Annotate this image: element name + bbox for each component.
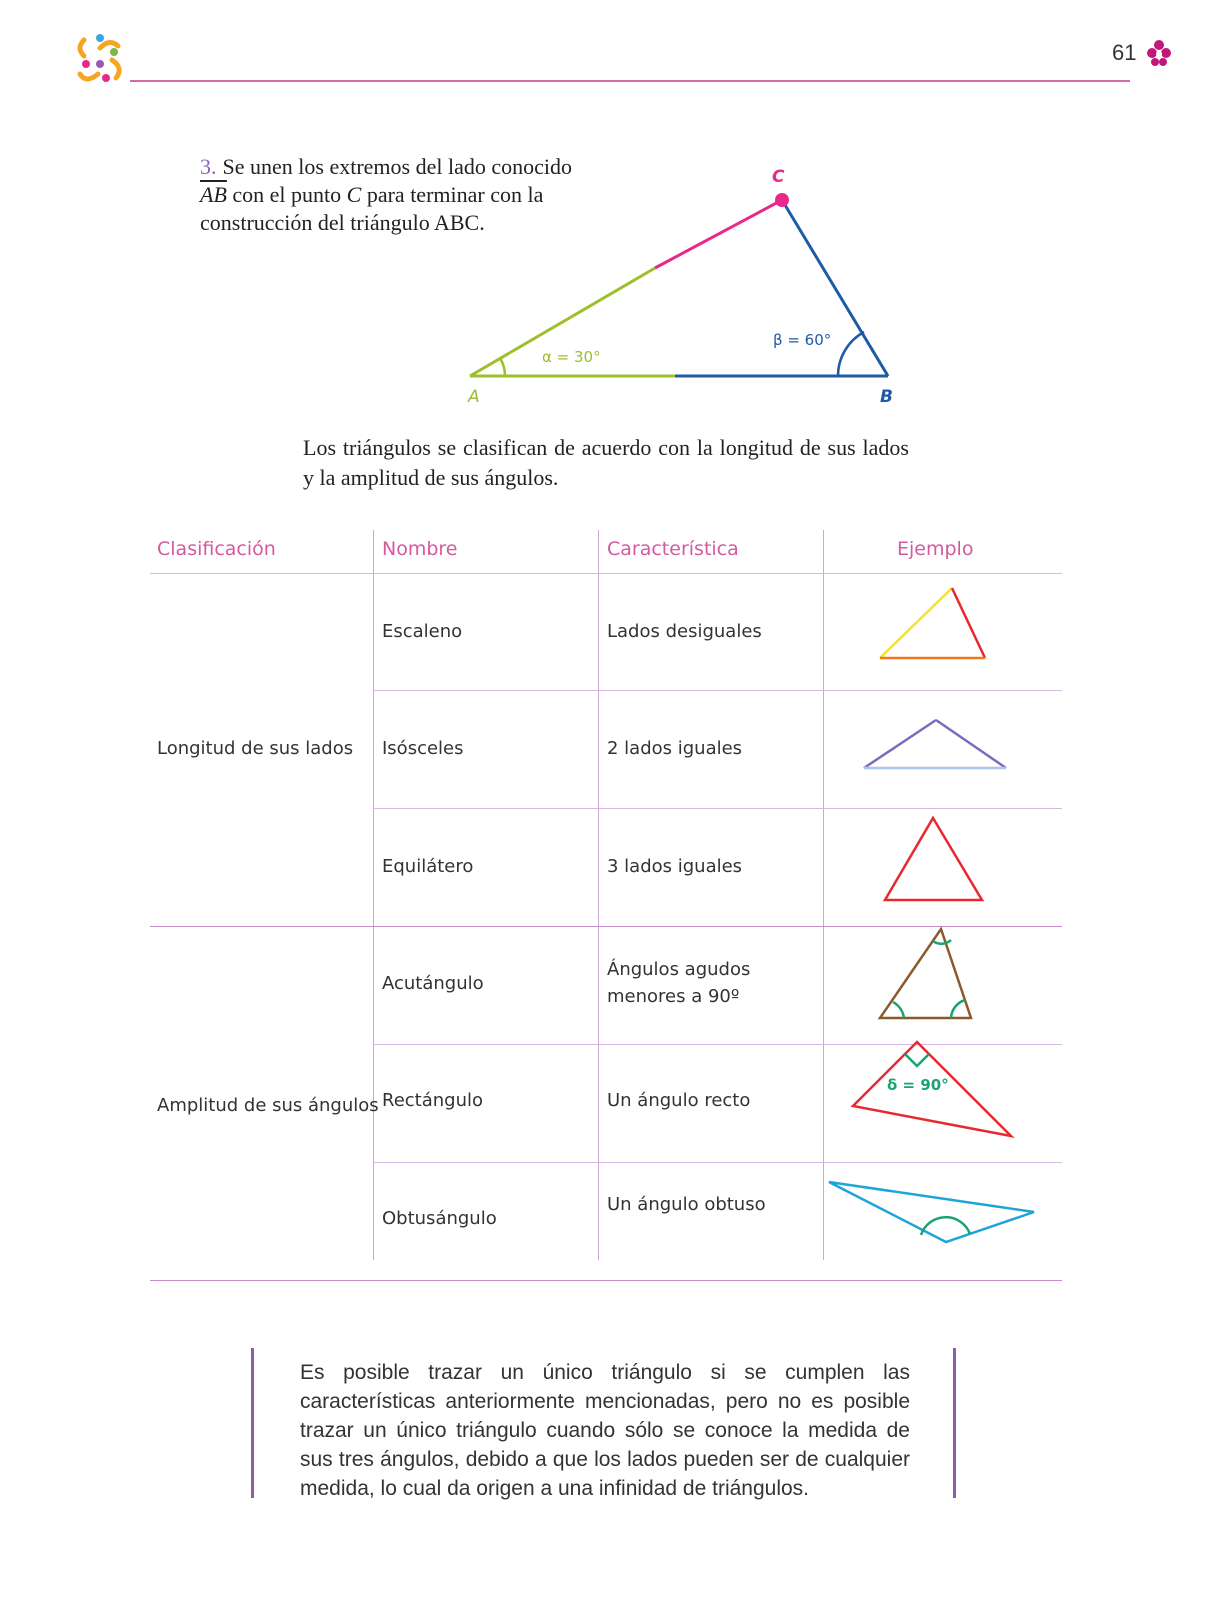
row-name-isosceles: Isósceles [382,738,464,759]
point-label: C [346,182,362,207]
column-divider [823,530,824,1260]
header-rule [130,80,1130,82]
row-name-acutangulo: Acutángulo [382,973,484,994]
right-triangle-example [845,1036,1020,1148]
triangle-abc-diagram [460,160,920,420]
row-divider [373,1162,1062,1163]
row-divider [373,808,1062,809]
note-paragraph: Es posible trazar un único triángulo si se cumplen las características anteriormente mencionadas, pero no es posible trazar un único triángulo cuando sólo se conoce la medida de sus tres ángulos, debido a que los lados pueden ser de cualquier medida, lo cual da origen a una infinidad de triángulos. [300,1361,910,1500]
header-name: Nombre [382,538,458,560]
header-feature: Característica [607,538,739,560]
intro-paragraph: Los triángulos se clasifican de acuerdo con la longitud de sus lados y la amplitud de sus ángulos. [303,435,909,490]
delta-label: δ = 90° [887,1076,949,1094]
scalene-triangle-example [870,580,1050,670]
row-name-rectangulo: Rectángulo [382,1090,484,1111]
row-feature-rectangulo: Un ángulo recto [607,1090,751,1111]
acute-triangle-example [875,926,995,1026]
vertex-b-label: B [880,387,893,407]
logo-icon [70,30,130,90]
table-bottom-rule [150,1280,1062,1281]
step-text-1: Se unen los extremos del lado conocido [222,154,572,179]
note-left-bar [251,1348,254,1498]
row-name-obtusangulo: Obtusángulo [382,1208,497,1229]
vertex-a-label: A [468,387,480,407]
column-divider [373,530,374,1260]
row-divider [373,690,1062,691]
header-example: Ejemplo [897,538,974,560]
header-classification: Clasificación [157,538,276,560]
note-right-bar [953,1348,956,1498]
equilateral-triangle-example [875,810,995,910]
row-name-escaleno: Escaleno [382,621,463,642]
row-feature-obtusangulo: Un ángulo obtuso [607,1194,766,1215]
row-name-equilatero: Equilátero [382,856,474,877]
row-feature-equilatero: 3 lados iguales [607,856,743,877]
vertex-c-label: C [772,167,785,187]
segment-label: $\overline{AB}$ [200,182,227,207]
beta-label: β = 60° [773,331,832,349]
step-number: 3. [200,154,217,179]
header-rule [150,573,1062,574]
group-label-angles: Amplitud de sus ángulos [157,1095,379,1116]
row-feature-acutangulo: Ángulos agudos menores a 90º [607,959,751,1007]
classification-table [150,538,1062,1291]
step-text-3: para terminar con la construcción del triángulo ABC. [200,182,544,235]
row-feature-escaleno: Lados desiguales [607,621,762,642]
step-text-2: con el punto [226,182,347,207]
alpha-label: α = 30° [542,348,601,366]
column-divider [598,530,599,1260]
isosceles-triangle-example [858,710,1018,780]
group-label-sides: Longitud de sus lados [157,738,354,759]
flower-icon [1145,38,1173,68]
obtuse-triangle-example [824,1174,1040,1250]
row-feature-isosceles: 2 lados iguales [607,738,743,759]
page-number: 61 [1112,40,1137,65]
